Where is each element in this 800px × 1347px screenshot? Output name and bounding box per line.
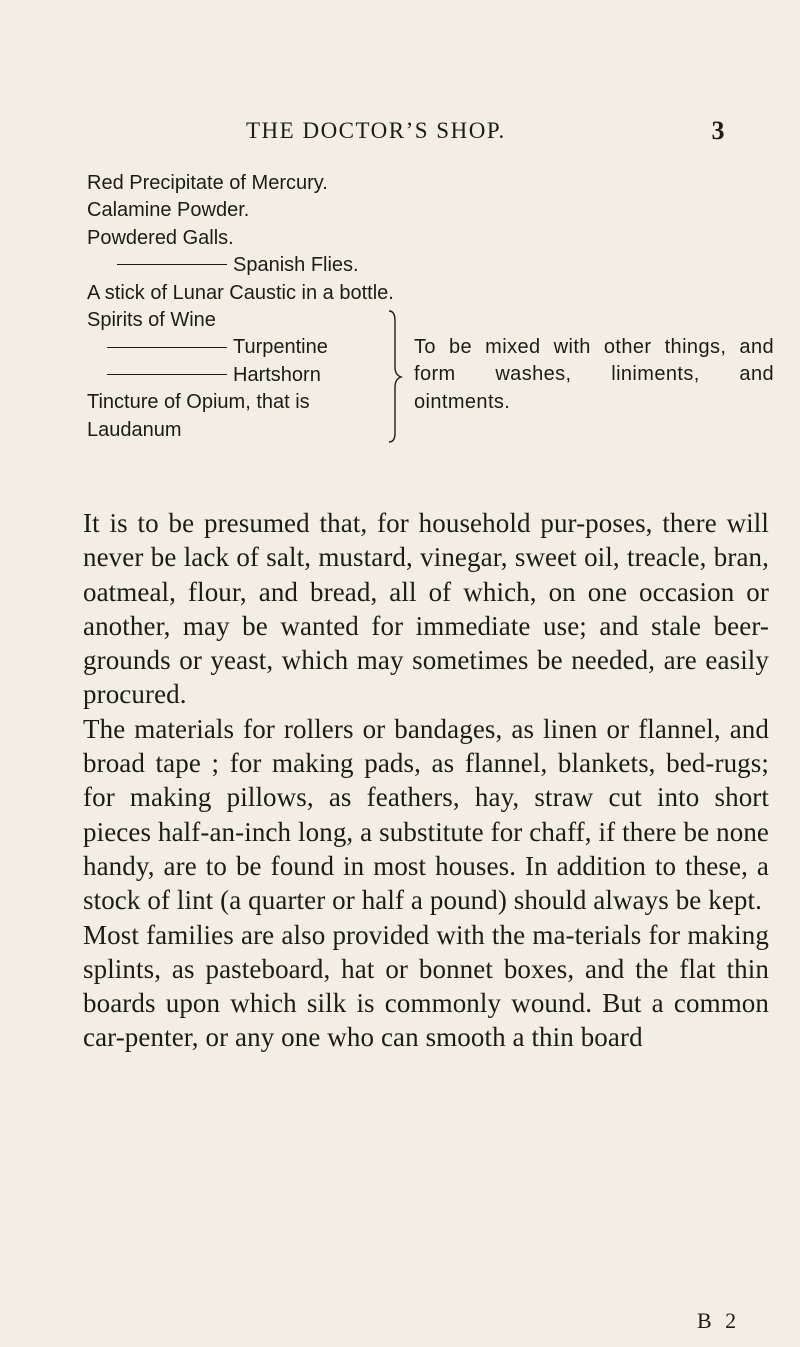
paragraph: It is to be presumed that, for household pur-poses, there will never be lack of salt, mustard, vinegar, sweet oil, treacle, bran, oatmeal, flour, and bread, all of which, on one occasion or another, may be wanted for immediate use; and stale beer-grounds or yeast, which may sometimes be needed, are easily procured. [83,508,769,710]
list-item [87,334,387,361]
group-items [87,307,387,444]
right-brace [387,309,407,444]
running-head [246,118,726,148]
list-item: A stick of Lunar Caustic in a bottle. [87,281,394,304]
body-text [83,506,769,1055]
group-note: To be mixed with other things, and form washes, liniments, and ointments. [414,335,774,413]
list-item-text: Spanish Flies. [233,254,359,277]
list-item: Tincture of Opium, that is [87,391,310,414]
ditto-dash [107,347,227,348]
list-item: Powdered Galls. [87,226,234,249]
signature-mark: B 2 [697,1308,741,1333]
running-title: THE DOCTOR’S SHOP. [246,118,506,143]
paragraph: The materials for rollers or bandages, as linen or flannel, and broad tape ; for making pads, as flannel, blankets, bed-rugs; for making pillows, as feathers, hay, straw cut into short pieces half-an-inch long, a substitute for chaff, if there be none handy, are to be found in most houses. In addition to these, a stock of lint (a quarter or half a pound) should always be kept. [83,713,769,916]
list-item: Laudanum [87,418,182,441]
ditto-dash [107,374,227,375]
list-item [87,252,777,279]
paragraph: Most families are also provided with the ma-terials for making splints, as pasteboard, hat or bonnet boxes, and the flat thin boards upon which silk is commonly wound. But a common car-penter, or any one who can smooth a thin board [83,919,769,1053]
materials-list [87,170,777,444]
list-item: Red Precipitate of Mercury. [87,172,328,194]
list-item: Calamine Powder. [87,199,250,222]
mixing-group [87,307,777,444]
list-item: Spirits of Wine [87,308,216,331]
list-item-text: Turpentine [233,336,328,359]
list-item-text: Hartshorn [233,363,321,386]
page-number: 3 [711,116,726,145]
list-item [87,362,387,389]
ditto-dash [117,264,227,265]
